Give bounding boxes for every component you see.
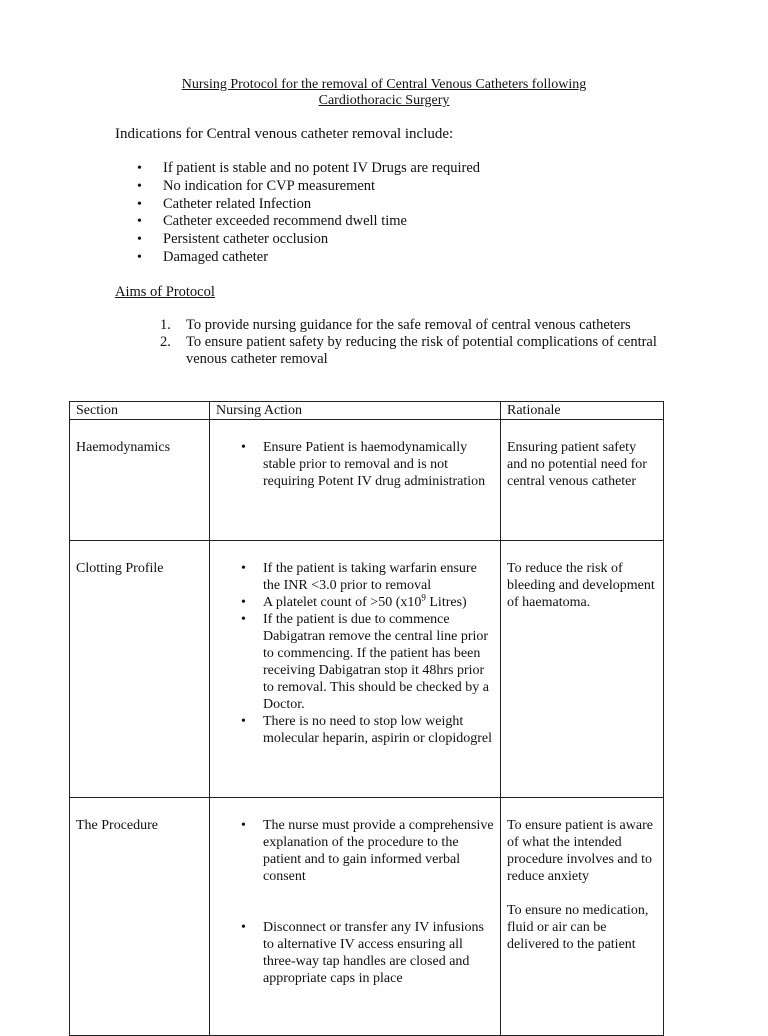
indications-list xyxy=(115,160,480,267)
rationale-text: To reduce the risk of bleeding and development of haematoma. xyxy=(507,561,655,610)
platelet-suffix: Litres) xyxy=(425,595,467,610)
aims-list xyxy=(160,317,660,368)
list-item: • If patient is stable and no potent IV Drugs are required xyxy=(115,160,480,178)
rationale-cell xyxy=(501,420,664,541)
list-item: • The nurse must provide a comprehensive explanation of the procedure to the patient and to gain informed verbal consent xyxy=(216,817,494,885)
rationale-text: Ensuring patient safety and no potential need for central venous catheter xyxy=(507,440,647,489)
list-item: • Catheter exceeded recommend dwell time xyxy=(115,213,480,231)
aim-number: 1. xyxy=(160,317,171,333)
actions-list xyxy=(216,817,494,987)
list-item xyxy=(160,334,660,368)
aim-text: To ensure patient safety by reducing the risk of potential complications of central venous catheter removal xyxy=(186,334,657,367)
action-cell xyxy=(210,541,501,798)
protocol-table xyxy=(69,401,664,1036)
table-row xyxy=(70,420,664,541)
table-header-row xyxy=(70,402,664,420)
list-item: • There is no need to stop low weight molecular heparin, aspirin or clopidogrel xyxy=(216,713,494,747)
rationale-text: To ensure patient is aware of what the intended procedure involves and to reduce anxiety xyxy=(507,818,653,884)
header-section: Section xyxy=(70,402,210,420)
header-rationale: Rationale xyxy=(501,402,664,420)
list-item: • If the patient is taking warfarin ensure the INR <3.0 prior to removal xyxy=(216,560,494,594)
list-item xyxy=(216,594,494,611)
table-row xyxy=(70,541,664,798)
rationale-cell xyxy=(501,798,664,1036)
list-item: • Disconnect or transfer any IV infusions to alternative IV access ensuring all three-way tap handles are closed and appropriate caps in place xyxy=(216,919,494,987)
aim-text: To provide nursing guidance for the safe removal of central venous catheters xyxy=(186,317,631,333)
table-row xyxy=(70,798,664,1036)
aims-heading: Aims of Protocol xyxy=(115,284,215,300)
action-cell xyxy=(210,420,501,541)
platelet-text: A platelet count of >50 (x10 xyxy=(263,595,422,610)
title-line-2: Cardiothoracic Surgery xyxy=(318,93,450,108)
list-item: • Ensure Patient is haemodynamically stable prior to removal and is not requiring Potent IV drug administration xyxy=(216,439,494,490)
list-item: • Persistent catheter occlusion xyxy=(115,231,480,249)
rationale-cell xyxy=(501,541,664,798)
document-title xyxy=(0,77,768,109)
aim-number: 2. xyxy=(160,334,171,350)
list-item xyxy=(160,317,660,334)
section-cell: The Procedure xyxy=(70,798,210,1036)
title-line-1: Nursing Protocol for the removal of Central Venous Catheters following xyxy=(181,77,587,92)
list-item: • Catheter related Infection xyxy=(115,196,480,214)
indications-intro: Indications for Central venous catheter removal include: xyxy=(115,126,454,142)
list-item: • If the patient is due to commence Dabigatran remove the central line prior to commencing. If the patient has been receiving Dabigatran stop it 48hrs prior to removal. This should be checked by a Doctor. xyxy=(216,611,494,713)
action-cell xyxy=(210,798,501,1036)
section-cell: Clotting Profile xyxy=(70,541,210,798)
list-item: • No indication for CVP measurement xyxy=(115,178,480,196)
section-cell: Haemodynamics xyxy=(70,420,210,541)
platelet-exponent: 9 xyxy=(421,592,426,603)
actions-list xyxy=(216,439,494,490)
rationale-text: To ensure no medication, fluid or air can be delivered to the patient xyxy=(507,903,649,952)
header-nursing-action: Nursing Action xyxy=(210,402,501,420)
actions-list xyxy=(216,560,494,747)
list-item: • Damaged catheter xyxy=(115,249,480,267)
